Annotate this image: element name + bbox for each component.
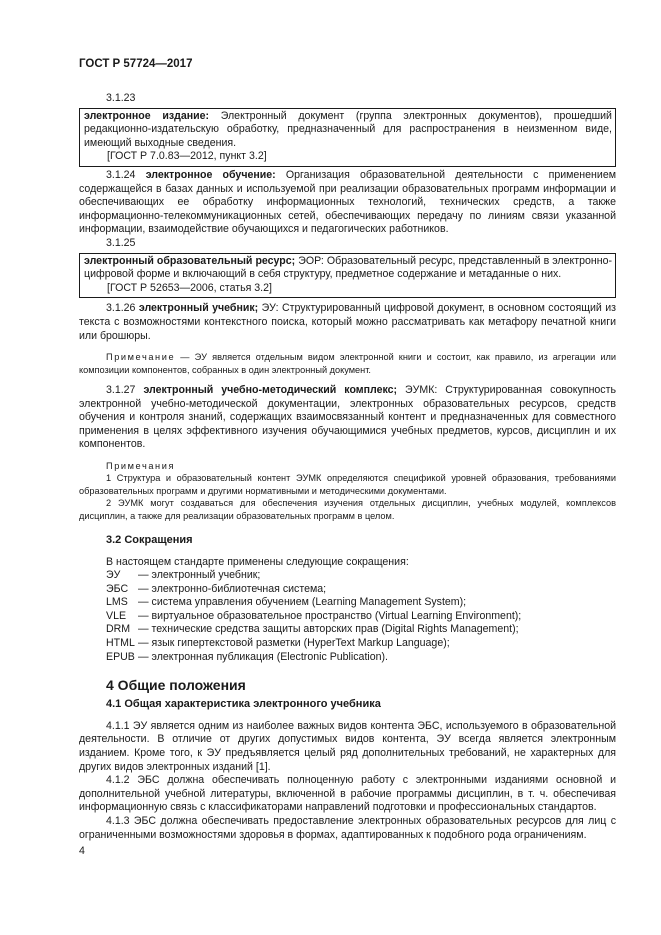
term-text: ЭОР: Образовательный ресурс, представленный в электронно-цифровой форме и включающий в себя структуру, предметное содержание и метаданные о них. bbox=[84, 254, 612, 281]
abbr-key: ЭБС bbox=[106, 582, 129, 595]
abbr-item bbox=[79, 610, 616, 624]
abbr-item bbox=[79, 569, 616, 583]
abbr-value: — виртуальное образовательное пространство (Virtual Learning Environment); bbox=[138, 609, 522, 622]
abbr-value: — язык гипертекстовой разметки (HyperText Markup Language); bbox=[138, 637, 450, 650]
term-number: 3.1.27 bbox=[106, 383, 136, 396]
term-reference: [ГОСТ Р 52653—2006, статья 3.2] bbox=[107, 281, 272, 294]
term-number: 3.1.26 bbox=[106, 302, 136, 315]
body-paragraph: 4.1.3 ЭБС должна обеспечивать предоставление электронных образовательных ресурсов для лиц с ограниченными возможностями здоровья в формах, адаптированных к подобного рода ограничениям. bbox=[79, 815, 616, 841]
term-box bbox=[79, 108, 616, 167]
abbr-item bbox=[79, 637, 616, 651]
abbr-value: — технические средства защиты авторских прав (Digital Rights Management); bbox=[138, 623, 519, 636]
term-name: электронное издание: bbox=[84, 109, 210, 122]
note-text: — ЭУ является отдельным видом электронной книги и состоит, как правило, из агрегации или композиции компонентов, собранных в один электронный документ. bbox=[79, 352, 616, 375]
abbr-key: ЭУ bbox=[106, 569, 121, 582]
abbr-value: — система управления обучением (Learning Management System); bbox=[138, 596, 467, 609]
note-paragraph bbox=[79, 351, 616, 376]
term-name: электронное обучение: bbox=[145, 168, 276, 181]
document-header: ГОСТ Р 57724—2017 bbox=[79, 58, 193, 70]
term-paragraph bbox=[79, 169, 616, 237]
section-heading: 3.2 Сокращения bbox=[106, 533, 193, 546]
term-definition bbox=[84, 110, 612, 151]
abbr-key: VLE bbox=[106, 609, 127, 622]
abbr-value: — электронно-библиотечная система; bbox=[138, 582, 327, 595]
term-name: электронный учебно-методический комплекс; bbox=[143, 383, 398, 396]
note-label: Примечание bbox=[106, 352, 176, 363]
term-text: Электронный документ (группа электронных документов), прошедший редакционно-издательскую обработку, предназначенный для распространения в неизменном виде, имеющий выходные сведения. bbox=[84, 109, 612, 149]
abbr-intro: В настоящем стандарте применены следующие сокращения: bbox=[106, 555, 409, 568]
abbr-item bbox=[79, 623, 616, 637]
abbr-item bbox=[79, 583, 616, 597]
abbr-key: LMS bbox=[106, 596, 128, 609]
abbr-value: — электронная публикация (Electronic Publication). bbox=[138, 650, 388, 663]
term-number: 3.1.25 bbox=[106, 236, 136, 249]
section-heading: 4.1 Общая характеристика электронного учебника bbox=[106, 698, 381, 711]
term-text: ЭУМК: Структурированная совокупность электронной учебно-методической документации, электронных образовательных ресурсов, средств обучения и контроля знаний, содержащих взаимосвязанный контент и предназначенных для совместного применения в целях эффективного изучения обучающимися учебных предметов, курсов, дисциплин и их компонентов. bbox=[79, 383, 616, 451]
term-paragraph bbox=[79, 302, 616, 343]
term-definition bbox=[84, 255, 612, 282]
abbr-item bbox=[79, 596, 616, 610]
abbr-value: — электронный учебник; bbox=[138, 569, 261, 582]
term-text: Организация образовательной деятельности с применением содержащейся в базах данных и используемой при реализации образовательных программ информации и обеспечивающих ее обработку информационных технологий, технических средств, а также информационно-телекоммуникационных сетей, обеспечивающих передачу по линиям связи указанной информации, взаимодействие обучающихся и педагогических работников. bbox=[79, 168, 616, 236]
term-box bbox=[79, 253, 616, 299]
abbr-item bbox=[79, 651, 616, 665]
term-name: электронный образовательный ресурс; bbox=[84, 254, 296, 267]
body-paragraph: 4.1.2 ЭБС должна обеспечивать полноценную работу с электронными изданиями основной и дополнительной учебной литературы, включенной в рабочие программы дисциплин, в т. ч. обеспечивая информационную связь с классификаторами направлений подготовки и профессиональных стандартов. bbox=[79, 774, 616, 814]
note-item: 1 Структура и образовательный контент ЭУМК определяются спецификой уровней образования, требованиями образовательных программ и другими нормативными и методическими документами. bbox=[79, 473, 616, 496]
chapter-heading: 4 Общие положения bbox=[106, 677, 246, 694]
abbr-key: EPUB bbox=[106, 650, 135, 663]
term-reference: [ГОСТ Р 7.0.83—2012, пункт 3.2] bbox=[107, 150, 267, 163]
document-body bbox=[79, 92, 616, 842]
notes-label: Примечания bbox=[106, 460, 176, 471]
note-item: 2 ЭУМК могут создаваться для обеспечения изучения отдельных дисциплин, учебных модулей, комплексов дисциплин, а также для реализации образовательных программ в целом. bbox=[79, 498, 616, 521]
term-text: ЭУ: Структурированный цифровой документ, в основном состоящий из текста с возможностями контекстного поиска, который можно рассматривать как метафору печатной книги или брошюры. bbox=[79, 302, 616, 342]
abbr-list bbox=[79, 569, 616, 664]
term-number: 3.1.24 bbox=[106, 168, 136, 181]
abbr-key: HTML bbox=[106, 637, 135, 650]
body-paragraph: 4.1.1 ЭУ является одним из наиболее важных видов контента ЭБС, используемого в образовательной деятельности. В отличие от других допустимых видов контента, ЭУ всегда является электронным изданием. Кроме того, к ЭУ предъявляется целый ряд дополнительных требований, не характерных для других видов электронных изданий [1]. bbox=[79, 719, 616, 773]
abbr-key: DRM bbox=[106, 623, 131, 636]
term-paragraph bbox=[79, 384, 616, 452]
term-number: 3.1.23 bbox=[106, 92, 136, 104]
page-number: 4 bbox=[79, 845, 85, 857]
term-name: электронный учебник; bbox=[138, 302, 259, 315]
